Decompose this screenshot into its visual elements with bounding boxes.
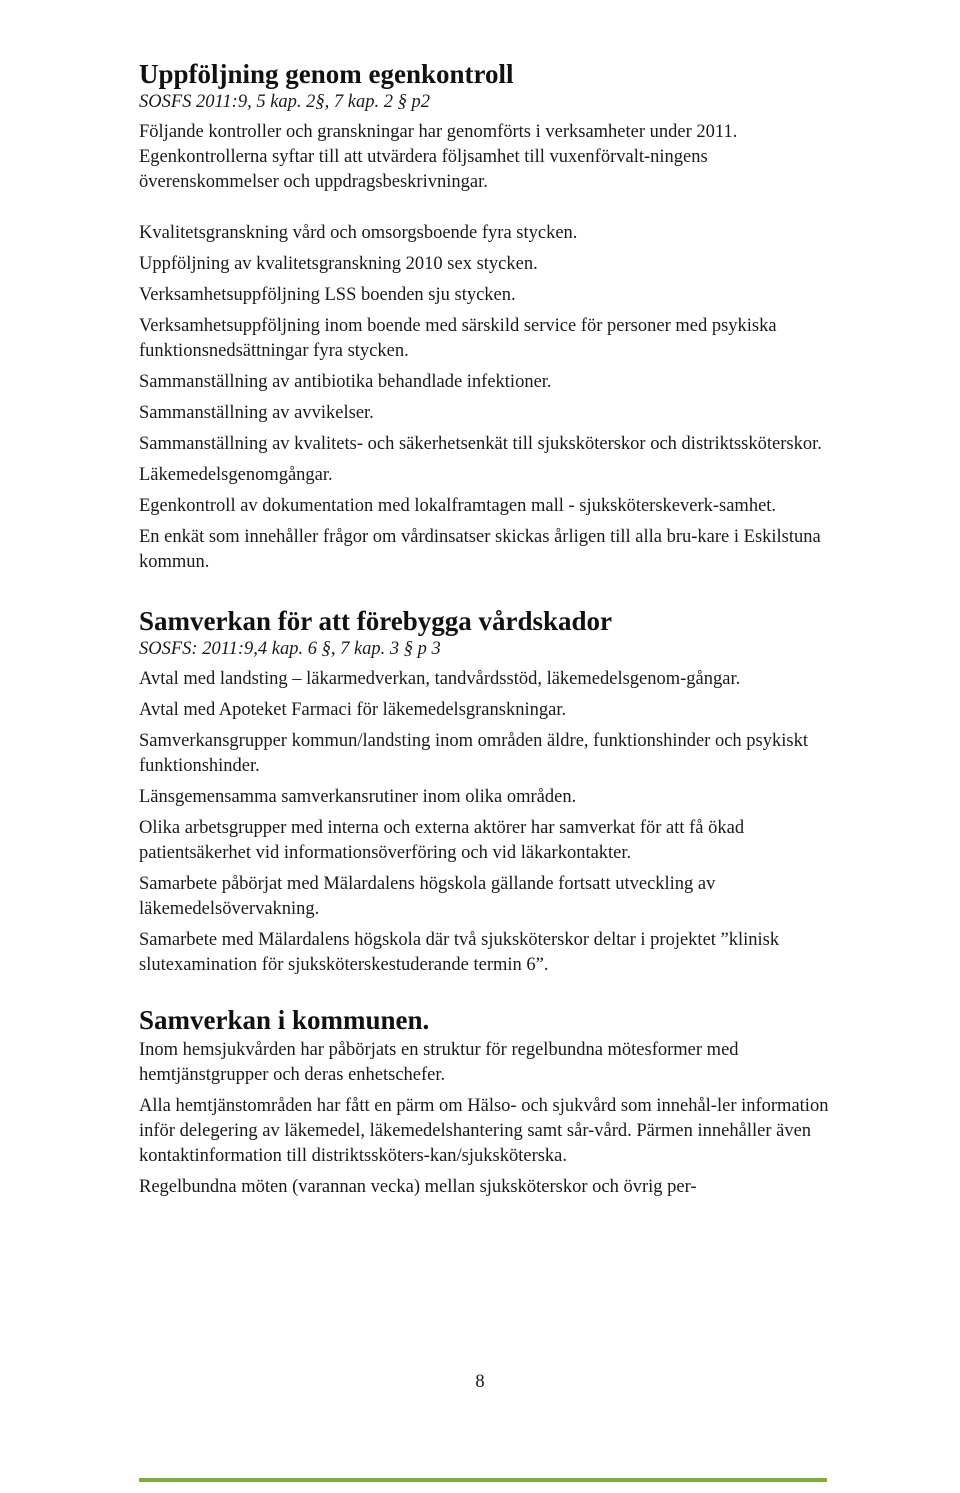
- list-item: Länsgemensamma samverkansrutiner inom olika områden.: [139, 787, 577, 807]
- section-heading: Samverkan i kommunen.: [139, 1005, 430, 1035]
- section-heading: Samverkan för att förebygga vårdskador: [139, 606, 612, 636]
- regulation-reference: SOSFS: 2011:9,4 kap. 6 §, 7 kap. 3 § p 3: [139, 639, 441, 659]
- list-item: Sammanställning av kvalitets- och säkerhetsenkät till sjuksköterskor och distriktssköterskor.: [139, 434, 822, 454]
- list-item: Verksamhetsuppföljning inom boende med särskild service för personer med psykiska funktionsnedsättningar fyra stycken.: [139, 316, 777, 361]
- section-heading: Uppföljning genom egenkontroll: [139, 59, 514, 89]
- section-samverkan-kommunen: [139, 1004, 829, 1200]
- intro-paragraph: Följande kontroller och granskningar har genomförts i verksamheter under 2011. Egenkontrollerna syftar till att utvärdera följsamhet till vuxenförvalt-ningens överenskommelser och uppdragsbeskrivningar.: [139, 122, 738, 192]
- list-item: Olika arbetsgrupper med interna och externa aktörer har samverkat för att få ökad patientsäkerhet vid informationsöverföring och vid läkarkontakter.: [139, 818, 745, 863]
- list-item: En enkät som innehåller frågor om vårdinsatser skickas årligen till alla bru-kare i Eskilstuna kommun.: [139, 527, 821, 572]
- list-item: Avtal med Apoteket Farmaci för läkemedelsgranskningar.: [139, 700, 567, 720]
- list-item: Sammanställning av antibiotika behandlade infektioner.: [139, 372, 552, 392]
- section-egenkontroll: [139, 58, 829, 575]
- regulation-reference: SOSFS 2011:9, 5 kap. 2§, 7 kap. 2 § p2: [139, 92, 430, 112]
- list-item: Samarbete med Mälardalens högskola där två sjuksköterskor deltar i projektet ”klinisk slutexamination för sjuksköterskestuderande termin 6”.: [139, 930, 780, 975]
- footer-rule: [139, 1478, 827, 1482]
- list-item: Inom hemsjukvården har påbörjats en struktur för regelbundna mötesformer med hemtjänstgrupper och deras enhetschefer.: [139, 1040, 739, 1085]
- list-item: Samverkansgrupper kommun/landsting inom områden äldre, funktionshinder och psykiskt funktionshinder.: [139, 731, 808, 776]
- list-item: Uppföljning av kvalitetsgranskning 2010 sex stycken.: [139, 254, 538, 274]
- page-number: 8: [475, 1372, 485, 1392]
- list-item: Sammanställning av avvikelser.: [139, 403, 374, 423]
- list-item: Regelbundna möten (varannan vecka) mellan sjuksköterskor och övrig per-: [139, 1177, 697, 1197]
- list-item: Verksamhetsuppföljning LSS boenden sju stycken.: [139, 285, 516, 305]
- list-item: Alla hemtjänstområden har fått en pärm om Hälso- och sjukvård som innehål-ler information inför delegering av läkemedel, läkemedelshantering samt sår-vård. Pärmen innehåller även kontaktinformation till distriktssköters-kan/sjuksköterska.: [139, 1096, 829, 1166]
- list-item: Läkemedelsgenomgångar.: [139, 465, 333, 485]
- list-item: Kvalitetsgranskning vård och omsorgsboende fyra stycken.: [139, 223, 578, 243]
- list-item: Samarbete påbörjat med Mälardalens högskola gällande fortsatt utveckling av läkemedelsövervakning.: [139, 874, 716, 919]
- list-item: Avtal med landsting – läkarmedverkan, tandvårdsstöd, läkemedelsgenom-gångar.: [139, 669, 741, 689]
- document-page: [139, 58, 829, 1206]
- list-item: Egenkontroll av dokumentation med lokalframtagen mall - sjuksköterskeverk-samhet.: [139, 496, 777, 516]
- section-samverkan-vardskador: [139, 605, 829, 978]
